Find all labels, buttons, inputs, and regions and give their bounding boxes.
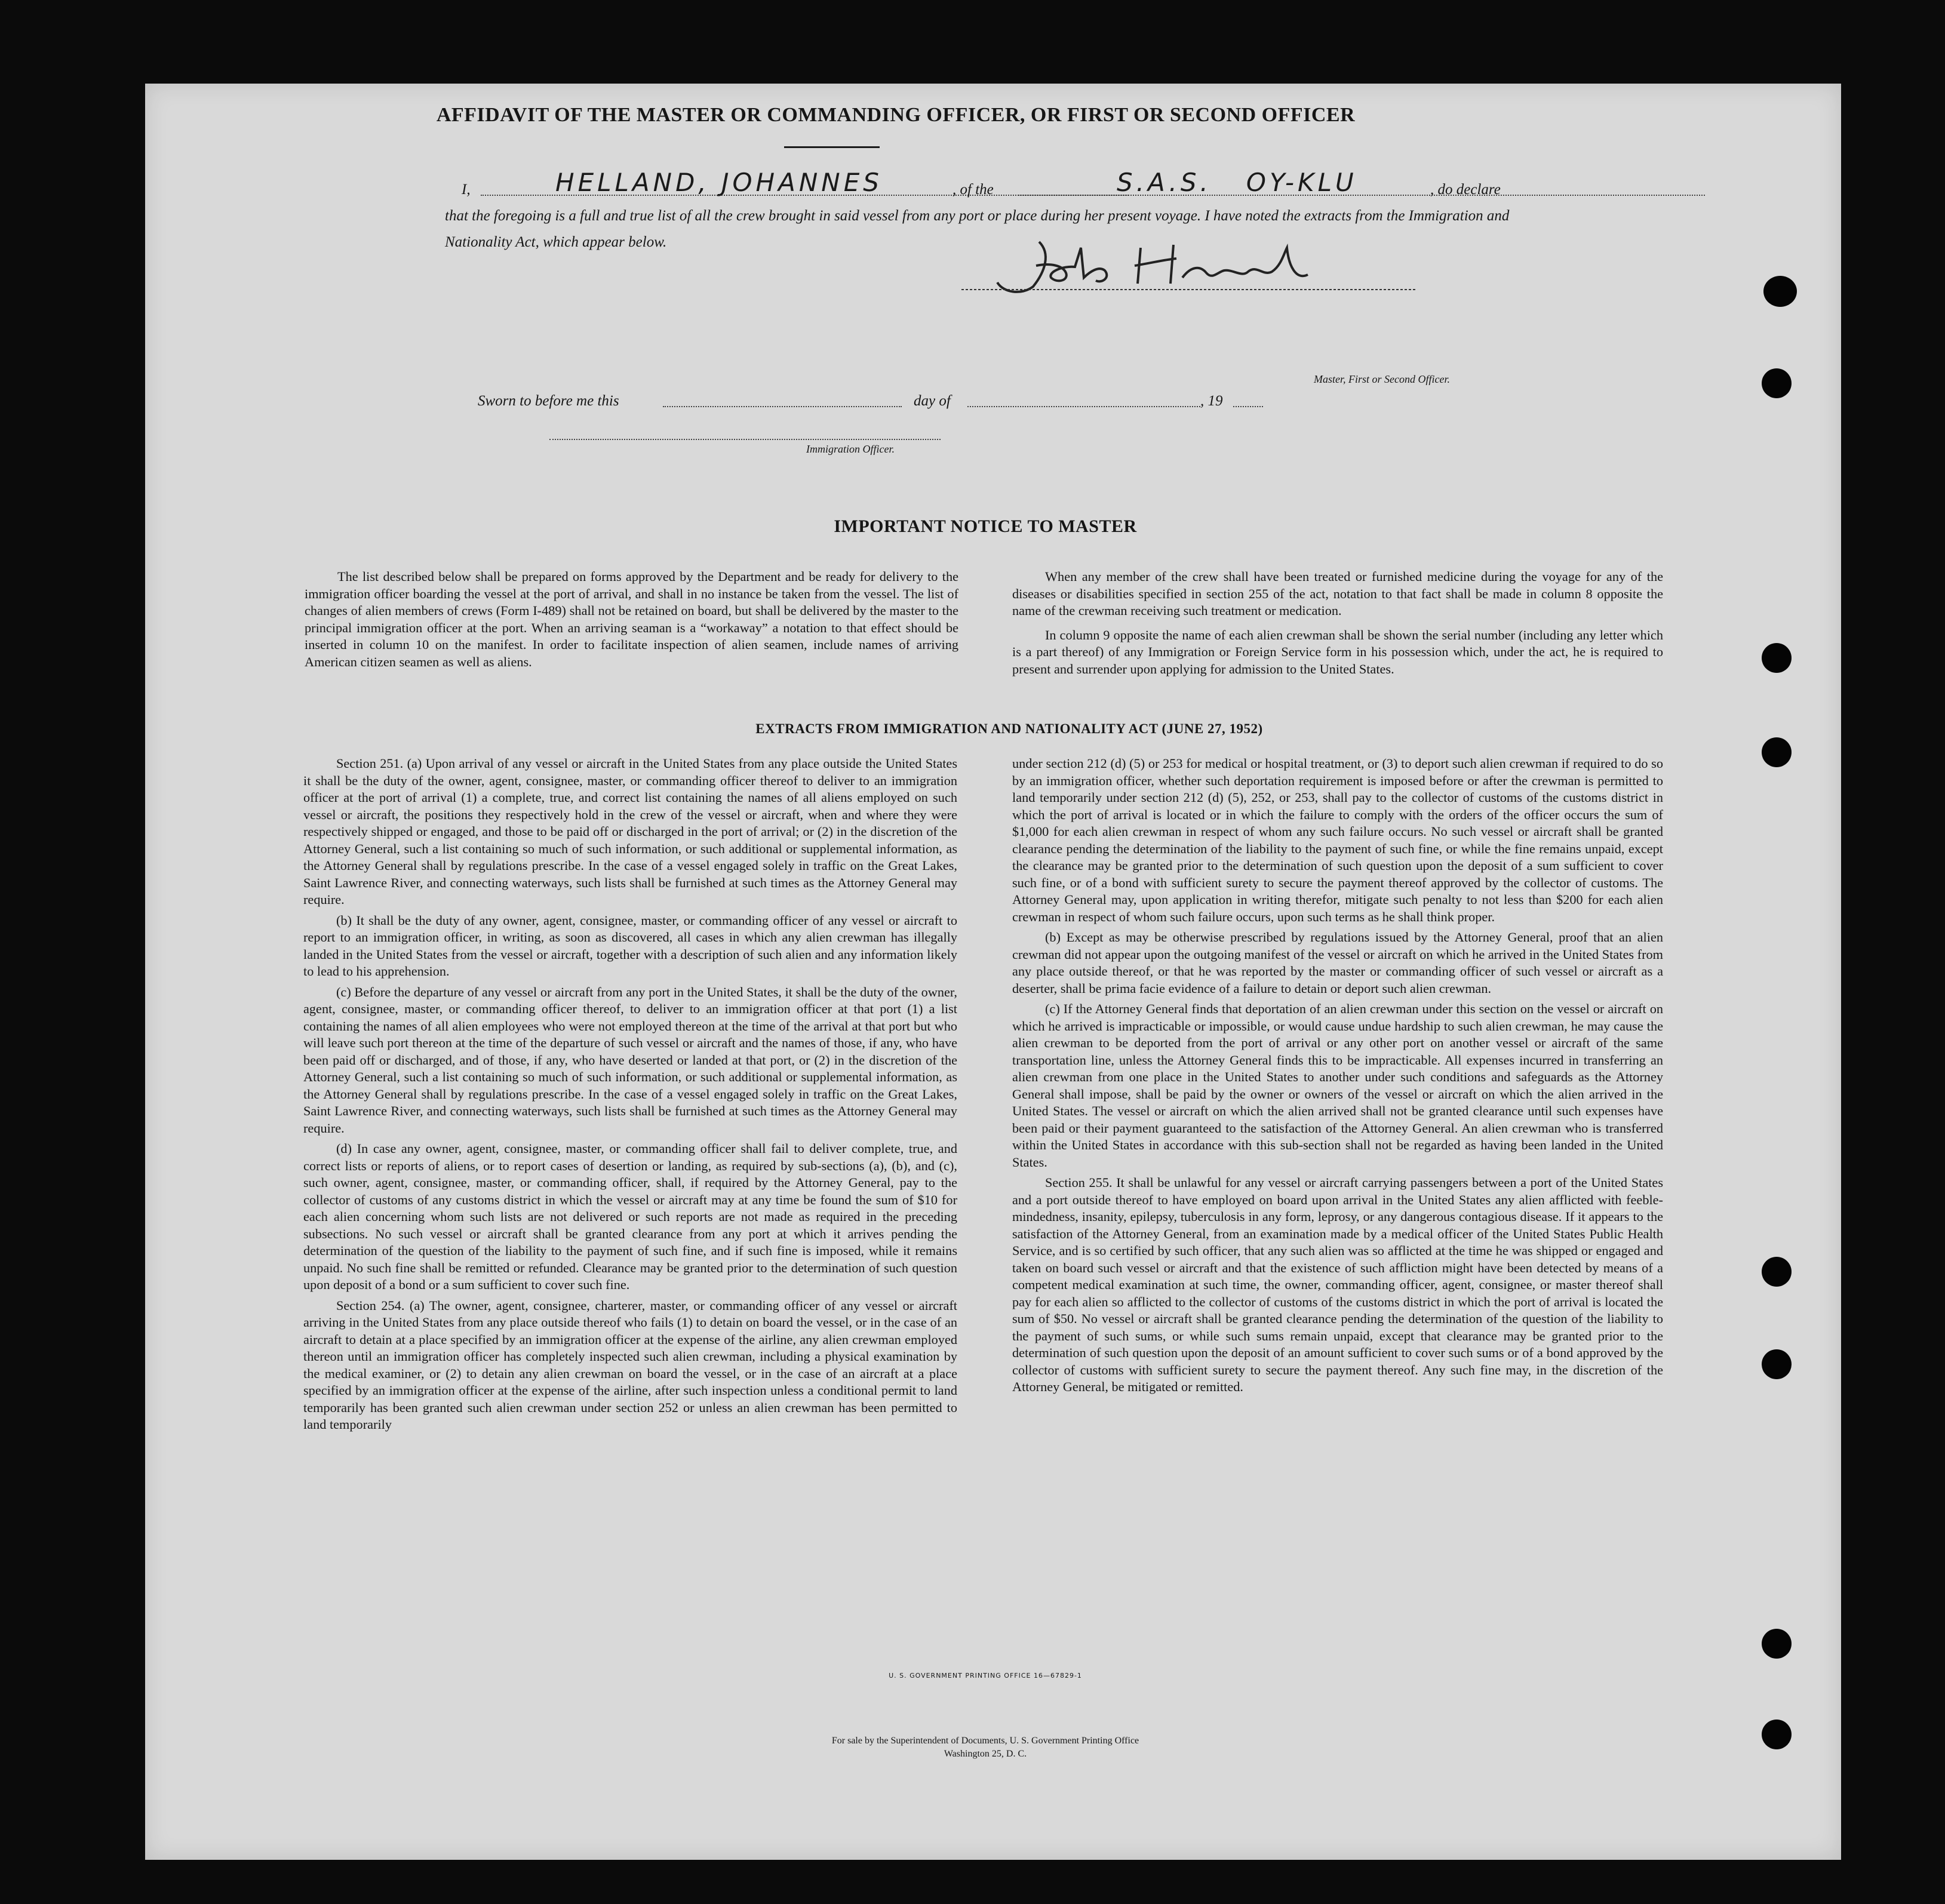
sworn-line xyxy=(663,406,902,407)
punch-hole xyxy=(1762,1720,1792,1749)
title-rule xyxy=(784,146,880,148)
notice-right-paragraph-1: When any member of the crew shall have been treated or furnished medicine during the voyage for any of the diseases or disabilities specified in section 255 of the act, notation to that fact shall be made in column 8 opposite the name of the crewman receiving such treatment or medication. xyxy=(1012,569,1663,618)
sworn-row xyxy=(478,388,1433,412)
section-254a: Section 254. (a) The owner, agent, consignee, charterer, master, or commanding officer of any vessel or aircraft arriving in the United States from any place outside thereof who fails (1) to detain on board the vessel, or in the case of an aircraft to detain at a place specified by an immigration officer at the expense of the airline, any alien crewman employed thereon until an immigration officer has completely inspected such alien crewman, including a physical examination by the medical examiner, or (2) to detain any alien crewman on board the vessel, or in the case of an aircraft at a place specified by an immigration officer at the expense of the airline, after such inspection unless a conditional permit to land temporarily has been granted such alien crewman under section 252 or unless an alien crewman has been permitted to land temporarily xyxy=(303,1297,957,1432)
punch-hole xyxy=(1763,276,1797,307)
gpo-imprint: U. S. GOVERNMENT PRINTING OFFICE 16—67829-1 xyxy=(889,1672,1082,1680)
i-label: I, xyxy=(462,182,471,198)
declaration-row xyxy=(308,169,1532,202)
extracts-left-column xyxy=(303,755,957,1434)
section-251c: (c) Before the departure of any vessel or aircraft from any port in the United States, it shall be the duty of the owner, agent, consignee, master, or commanding officer thereof, to deliver to an immigration officer at that port (1) a list containing the names of all alien employees who were not employed thereon at the time of the arrival at that port but who will leave such port thereon at the time of the departure of such vessel or aircraft and the names of those, if any, who have been paid off or discharged, and of those, if any, who have deserted or landed at that port, or (2) in the discretion of the Attorney General, such a list containing so much of such information, or such additional or supplemental information, as the Attorney General shall by regulations prescribe. In the case of a vessel engaged solely in traffic on the Great Lakes, Saint Lawrence River, and connecting waterways, such lists shall be furnished at such times as the Attorney General may require. xyxy=(303,984,957,1136)
punch-hole xyxy=(1762,643,1792,673)
section-255: Section 255. It shall be unlawful for any vessel or aircraft carrying passengers between a port of the United States and a port outside thereof to have employed on board upon arrival in the United States any alien afflicted with feeble-mindedness, insanity, epilepsy, tuberculosis in any form, leprosy, or any dangerous contagious disease. If it appears to the satisfaction of the Attorney General, from an examination made by a medical officer of the United States Public Health Service, and is so certified by such officer, that any such alien was so afflicted at the time he was shipped or engaged and taken on board such vessel or aircraft and that the existence of such affliction might have been detected by means of a competent medical examination at such time, the owner, commanding officer, agent, consignee, or master thereof shall pay for each alien so afflicted to the collector of customs of the customs district in which the port of arrival is located the sum of $50. No vessel or aircraft shall be granted clearance pending the determination of the question of the liability to the payment of such sums, or while such sums remain unpaid, except that clearance may be granted prior to the determination of such question upon the deposit of an amount sufficient to cover such sums or of a bond approved by the collector of customs with sufficient surety to secure the payment thereof. Any such fine may, in the discretion of the Attorney General, be mitigated or remitted. xyxy=(1012,1175,1663,1394)
extracts-title: EXTRACTS FROM IMMIGRATION AND NATIONALITY ACT (JUNE 27, 1952) xyxy=(755,721,1263,736)
sworn-label: Sworn to before me this xyxy=(478,393,619,409)
of-the-label: , of the xyxy=(952,182,994,198)
section-254b: (b) Except as may be otherwise prescribed by regulations issued by the Attorney General, proof that an alien crewman did not appear upon the outgoing manifest of the vessel or aircraft on which he arrived in the United States from any place outside thereof, or that he was reported by the master or commanding officer of such vessel or aircraft as a deserter, shall be prima facie evidence of a failure to detain or deport such alien crewman. xyxy=(1012,930,1663,996)
extracts-right-column xyxy=(1012,755,1663,1396)
master-signature xyxy=(961,230,1415,302)
declaration-text: that the foregoing is a full and true list of all the crew brought in said vessel from any port or place during her present voyage. I have noted the extracts from the Immigration and Nationality Act, which appear below. xyxy=(445,208,1510,250)
immigration-officer-line xyxy=(549,439,941,440)
year-line xyxy=(1233,406,1263,407)
year-label: , 19 xyxy=(1200,393,1223,409)
sale-notice xyxy=(627,1734,1344,1761)
punch-hole xyxy=(1762,1257,1792,1287)
punch-hole xyxy=(1762,368,1792,398)
sale-line-2: Washington 25, D. C. xyxy=(944,1749,1027,1759)
vessel-name-handwritten: S.A.S. OY-KLU xyxy=(1117,168,1357,197)
notice-right-paragraph-2: In column 9 opposite the name of each alien crewman shall be shown the serial number (including any letter which is a part thereof) of any Immigration or Foreign Service form in his possession which, under the act, he is required to present and surrender upon applying for admission to the United States. xyxy=(1012,627,1663,676)
day-of-label: day of xyxy=(914,393,951,409)
section-251a: Section 251. (a) Upon arrival of any vessel or aircraft in the United States from any place outside the United States it shall be the duty of the owner, agent, consignee, master, or commanding officer thereof to deliver to an immigration officer at the port of arrival (1) a complete, true, and correct list containing the names of all aliens employed on such vessel or aircraft, the positions they respectively hold in the crew of the vessel or aircraft, when and where they were respectively shipped or engaged, and those to be paid off or discharged in the port of arrival; or (2) in the discretion of the Attorney General, such a list containing so much of such information, or such additional or supplemental information, as the Attorney General shall by regulations prescribe. In the case of a vessel engaged solely in traffic on the Great Lakes, Saint Lawrence River, and connecting waterways, such lists shall be furnished at such times as the Attorney General may require. xyxy=(303,756,957,907)
immigration-officer-label: Immigration Officer. xyxy=(806,443,895,455)
punch-hole xyxy=(1762,1349,1792,1379)
notice-title: IMPORTANT NOTICE TO MASTER xyxy=(834,516,1137,536)
section-254a-continued: under section 212 (d) (5) or 253 for medical or hospital treatment, or (3) to deport such alien crewman if required to do so by an immigration officer, whether such deportation requirement is imposed before or after the crewman is permitted to land temporarily under section 212 (d) (5), 252, or 253, shall pay to the collector of customs of the customs district in which the port of arrival is located or in which the failure to comply with the orders of the officer occurs the sum of $1,000 for each alien crewman in respect of whom any such failure occurs. No such vessel or aircraft shall be granted clearance pending the determination of the liability to the payment of such fine, or while the fine remains unpaid, except the clearance may be granted prior to the determination of such question upon the deposit of a sum sufficient to cover such fine, or of a bond with sufficient surety to secure the payment thereof approved by the collector of customs. The Attorney General may, upon application in writing therefor, mitigate such penalty to not less than $200 for each alien crewman in respect of whom such failure occurs, upon such terms as he shall think proper. xyxy=(1012,756,1663,924)
section-251b: (b) It shall be the duty of any owner, agent, consignee, master, or commanding officer of any vessel or aircraft to report to an immigration officer, in writing, as soon as discovered, all cases in which any alien crewman has illegally landed in the United States from the vessel or aircraft, together with a description of such alien and any information likely to lead to his apprehension. xyxy=(303,912,957,979)
master-officer-label: Master, First or Second Officer. xyxy=(1314,373,1450,385)
punch-hole xyxy=(1762,737,1792,767)
section-251d: (d) In case any owner, agent, consignee, master, or commanding officer shall fail to deliver complete, true, and correct lists or reports of aliens, or to report cases of desertion or landing, as required by sub-sections (a), (b), and (c), such owner, agent, consignee, master, or commanding officer, shall, if required by the Attorney General, pay to the collector of customs of any customs district in which the vessel or aircraft may at any time be found the sum of $10 for each alien concerning whom such lists are not delivered or such reports are not made as required in the preceding subsections. No such vessel or aircraft shall be granted clearance from any port at which it arrives pending the determination of the question of the liability to the payment of such fine, and if such fine is imposed, while it remains unpaid. No such fine shall be remitted or refunded. Clearance may be granted prior to the determination of such question upon deposit of a bond or a sum sufficient to cover such fine. xyxy=(303,1141,957,1292)
notice-left-column xyxy=(305,568,958,670)
notice-left-paragraph: The list described below shall be prepared on forms approved by the Department and be ready for delivery to the immigration officer boarding the vessel at the port of arrival, and shall in no instance be taken from the vessel. The list of changes of alien members of crews (Form I-489) shall not be retained on board, but shall be delivered by the master to the principal immigration officer at the port. When an arriving seaman is a “workaway” a notation to that effect should be inserted in column 10 on the manifest. In order to facilitate inspection of alien seamen, include names of arriving American citizen seamen as well as aliens. xyxy=(305,569,958,669)
notice-right-column xyxy=(1012,568,1663,678)
punch-hole xyxy=(1762,1629,1792,1659)
do-declare-label: , do declare xyxy=(1430,182,1501,198)
affidavit-title: AFFIDAVIT OF THE MASTER OR COMMANDING OFFICER, OR FIRST OR SECOND OFFICER xyxy=(436,104,1356,126)
master-name-handwritten: HELLAND, JOHANNES xyxy=(555,168,883,197)
section-254c: (c) If the Attorney General finds that deportation of an alien crewman under this section on the vessel or aircraft on which he arrived is impracticable or impossible, or would cause undue hardship to such alien crewman, he may cause the alien crewman to be deported from the port of arrival or any other port on another vessel or aircraft of the same transportation line, unless the Attorney General finds this to be impracticable. All expenses incurred in transferring an alien crewman from one place in the United States to another under such conditions and safeguards as the Attorney General shall impose, shall be paid by the owner or owners of the vessel or aircraft on which the alien arrived in the United States. The vessel or aircraft on which the alien arrived shall not be granted clearance until such expenses have been paid or their payment guaranteed to the satisfaction of the Attorney General. An alien crewman who is transferred within the United States in accordance with this sub-section shall not be regarded as having been landed in the United States. xyxy=(1012,1001,1663,1170)
day-line xyxy=(967,406,1200,407)
sale-line-1: For sale by the Superintendent of Documents, U. S. Government Printing Office xyxy=(831,1736,1139,1746)
